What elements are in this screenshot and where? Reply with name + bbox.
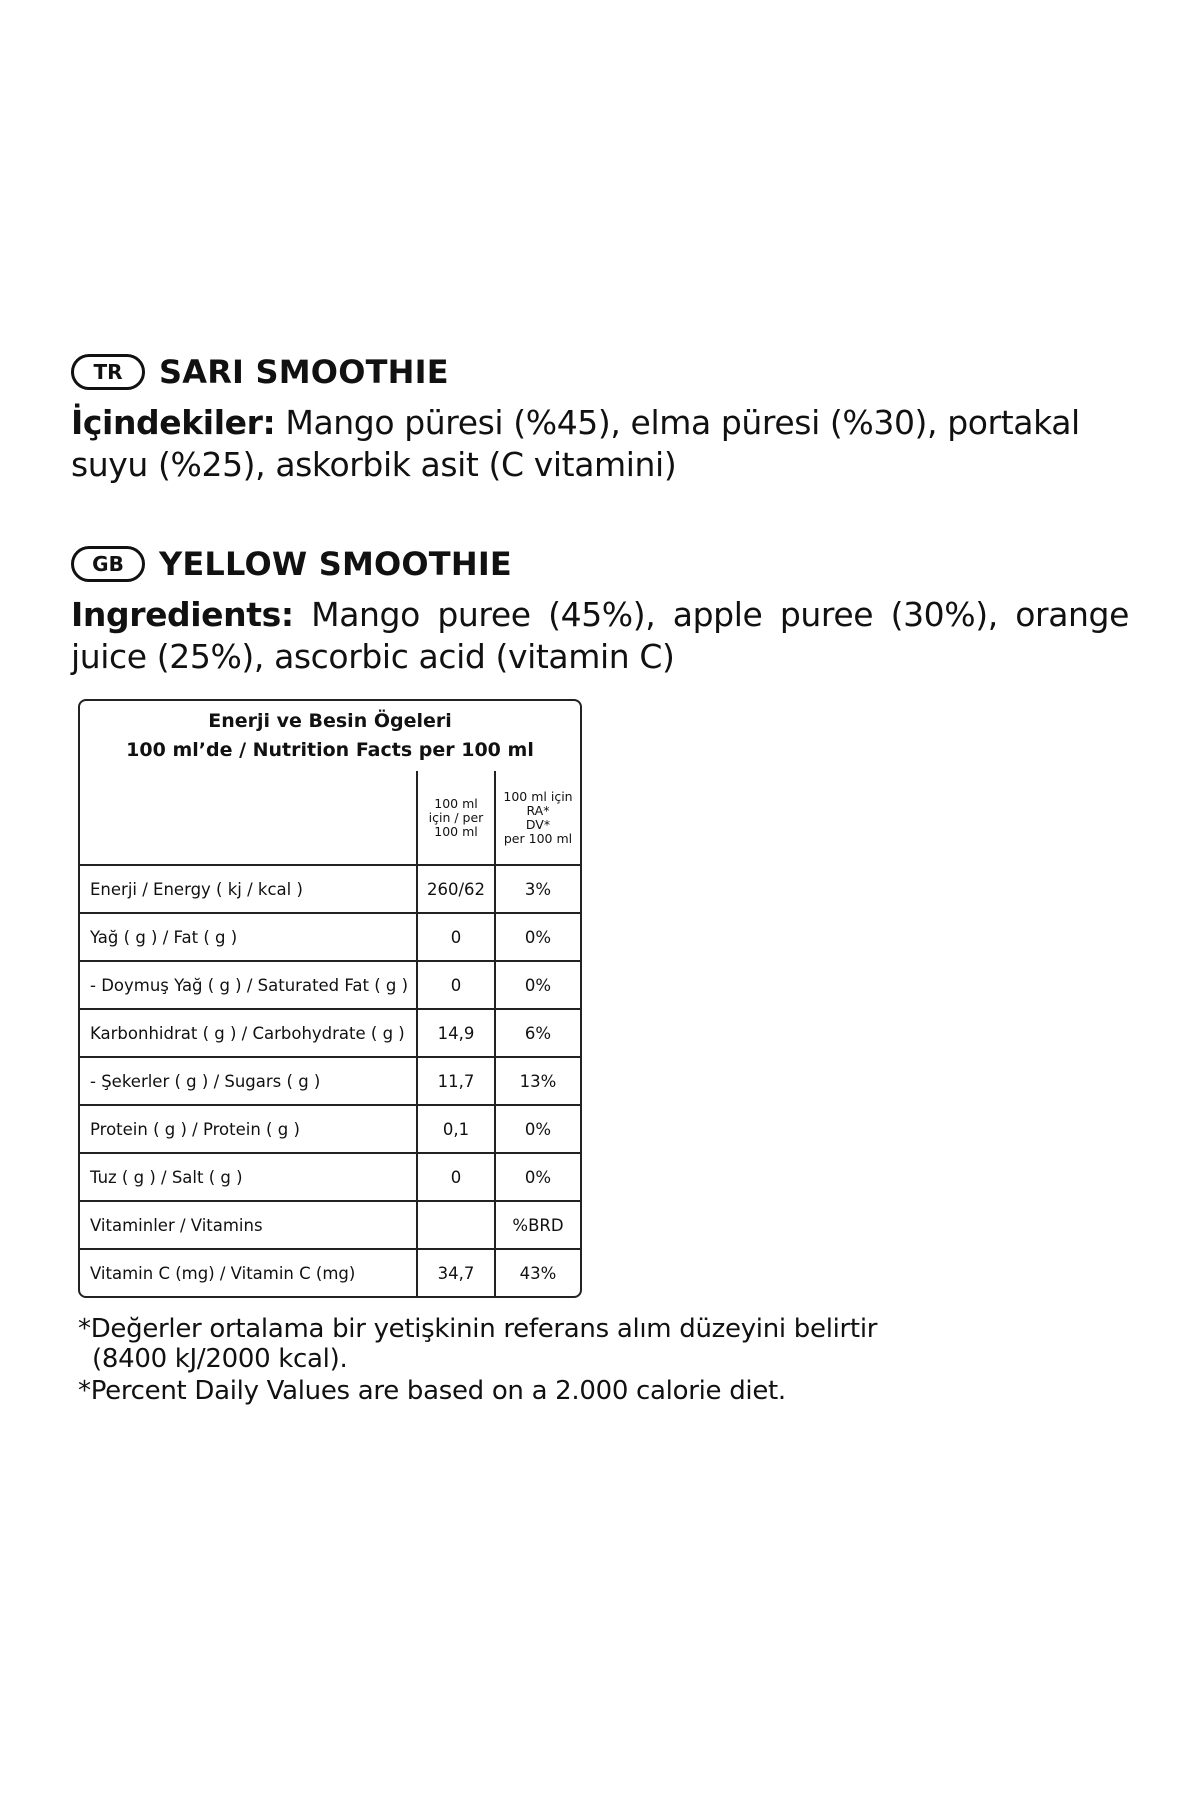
nutrient-name: - Şekerler ( g ) / Sugars ( g ) [90,1071,321,1091]
tr-product-title: SARI SMOOTHIE [159,353,449,391]
nutrient-value: 34,7 [416,1250,494,1296]
nutrition-column-header-row [80,771,580,864]
tr-heading [71,348,1129,396]
gb-language-badge: GB [71,546,145,582]
gb-ingredients-label: Ingredients: [71,595,294,634]
table-row [80,1104,580,1152]
nutrition-title-line1: Enerji ve Besin Ögeleri [208,710,452,732]
nutrient-value: 0 [416,1154,494,1200]
table-row [80,1056,580,1104]
nutrient-value: 0,1 [416,1106,494,1152]
nutrient-name: Enerji / Energy ( kj / kcal ) [90,879,303,899]
table-row [80,1008,580,1056]
table-row [80,1200,580,1248]
nutrient-daily-value: 0% [494,962,580,1008]
table-row [80,1248,580,1296]
table-row [80,912,580,960]
nutrient-daily-value: 43% [494,1250,580,1296]
nutrient-value: 0 [416,962,494,1008]
tr-ingredients-label: İçindekiler: [71,403,276,442]
nutrition-header-empty [80,771,416,864]
gb-section [71,540,1129,678]
nutrient-name: Protein ( g ) / Protein ( g ) [90,1119,300,1139]
tr-section [71,348,1129,486]
nutrition-rows [80,864,580,1296]
footnote-energy-basis: (8400 kJ/2000 kcal). [92,1344,348,1374]
footnote-reference-intake: *Değerler ortalama bir yetişkinin referans alım düzeyini belirtir [78,1314,878,1344]
nutrient-name: Karbonhidrat ( g ) / Carbohydrate ( g ) [90,1023,405,1043]
footnotes [78,1314,1078,1406]
table-row [80,864,580,912]
nutrient-value: 11,7 [416,1058,494,1104]
nutrient-name: Vitamin C (mg) / Vitamin C (mg) [90,1263,356,1283]
gb-ingredients-text: Mango puree (45%), apple puree (30%), orange juice (25%), ascorbic acid (vitamin C) [71,595,1129,676]
nutrition-title-line2: 100 ml’de / Nutrition Facts per 100 ml [126,739,534,761]
nutrient-name: Vitaminler / Vitamins [90,1215,263,1235]
table-row [80,1152,580,1200]
nutrient-daily-value: 0% [494,1106,580,1152]
nutrient-daily-value: 0% [494,914,580,960]
gb-product-title: YELLOW SMOOTHIE [159,545,512,583]
nutrient-value: 14,9 [416,1010,494,1056]
nutrition-header-daily-value: 100 ml için RA* DV* per 100 ml [494,771,580,864]
nutrient-name: Yağ ( g ) / Fat ( g ) [90,927,238,947]
nutrient-daily-value: %BRD [494,1202,580,1248]
tr-ingredients [71,402,1129,486]
table-row [80,960,580,1008]
nutrient-value: 260/62 [416,866,494,912]
nutrition-header-per-100ml: 100 ml için / per 100 ml [416,771,494,864]
nutrient-daily-value: 3% [494,866,580,912]
gb-heading [71,540,1129,588]
nutrition-table [78,699,582,1298]
nutrient-daily-value: 0% [494,1154,580,1200]
tr-ingredients-text: Mango püresi (%45), elma püresi (%30), portakal suyu (%25), askorbik asit (C vitamini) [71,403,1080,484]
nutrient-value [416,1202,494,1248]
gb-ingredients [71,594,1129,678]
nutrient-daily-value: 6% [494,1010,580,1056]
nutrient-name: Tuz ( g ) / Salt ( g ) [90,1167,243,1187]
nutrition-table-title [80,701,580,771]
tr-language-badge: TR [71,354,145,390]
nutrient-value: 0 [416,914,494,960]
nutrient-daily-value: 13% [494,1058,580,1104]
footnote-daily-values: *Percent Daily Values are based on a 2.000 calorie diet. [78,1376,786,1406]
nutrient-name: - Doymuş Yağ ( g ) / Saturated Fat ( g ) [90,975,409,995]
